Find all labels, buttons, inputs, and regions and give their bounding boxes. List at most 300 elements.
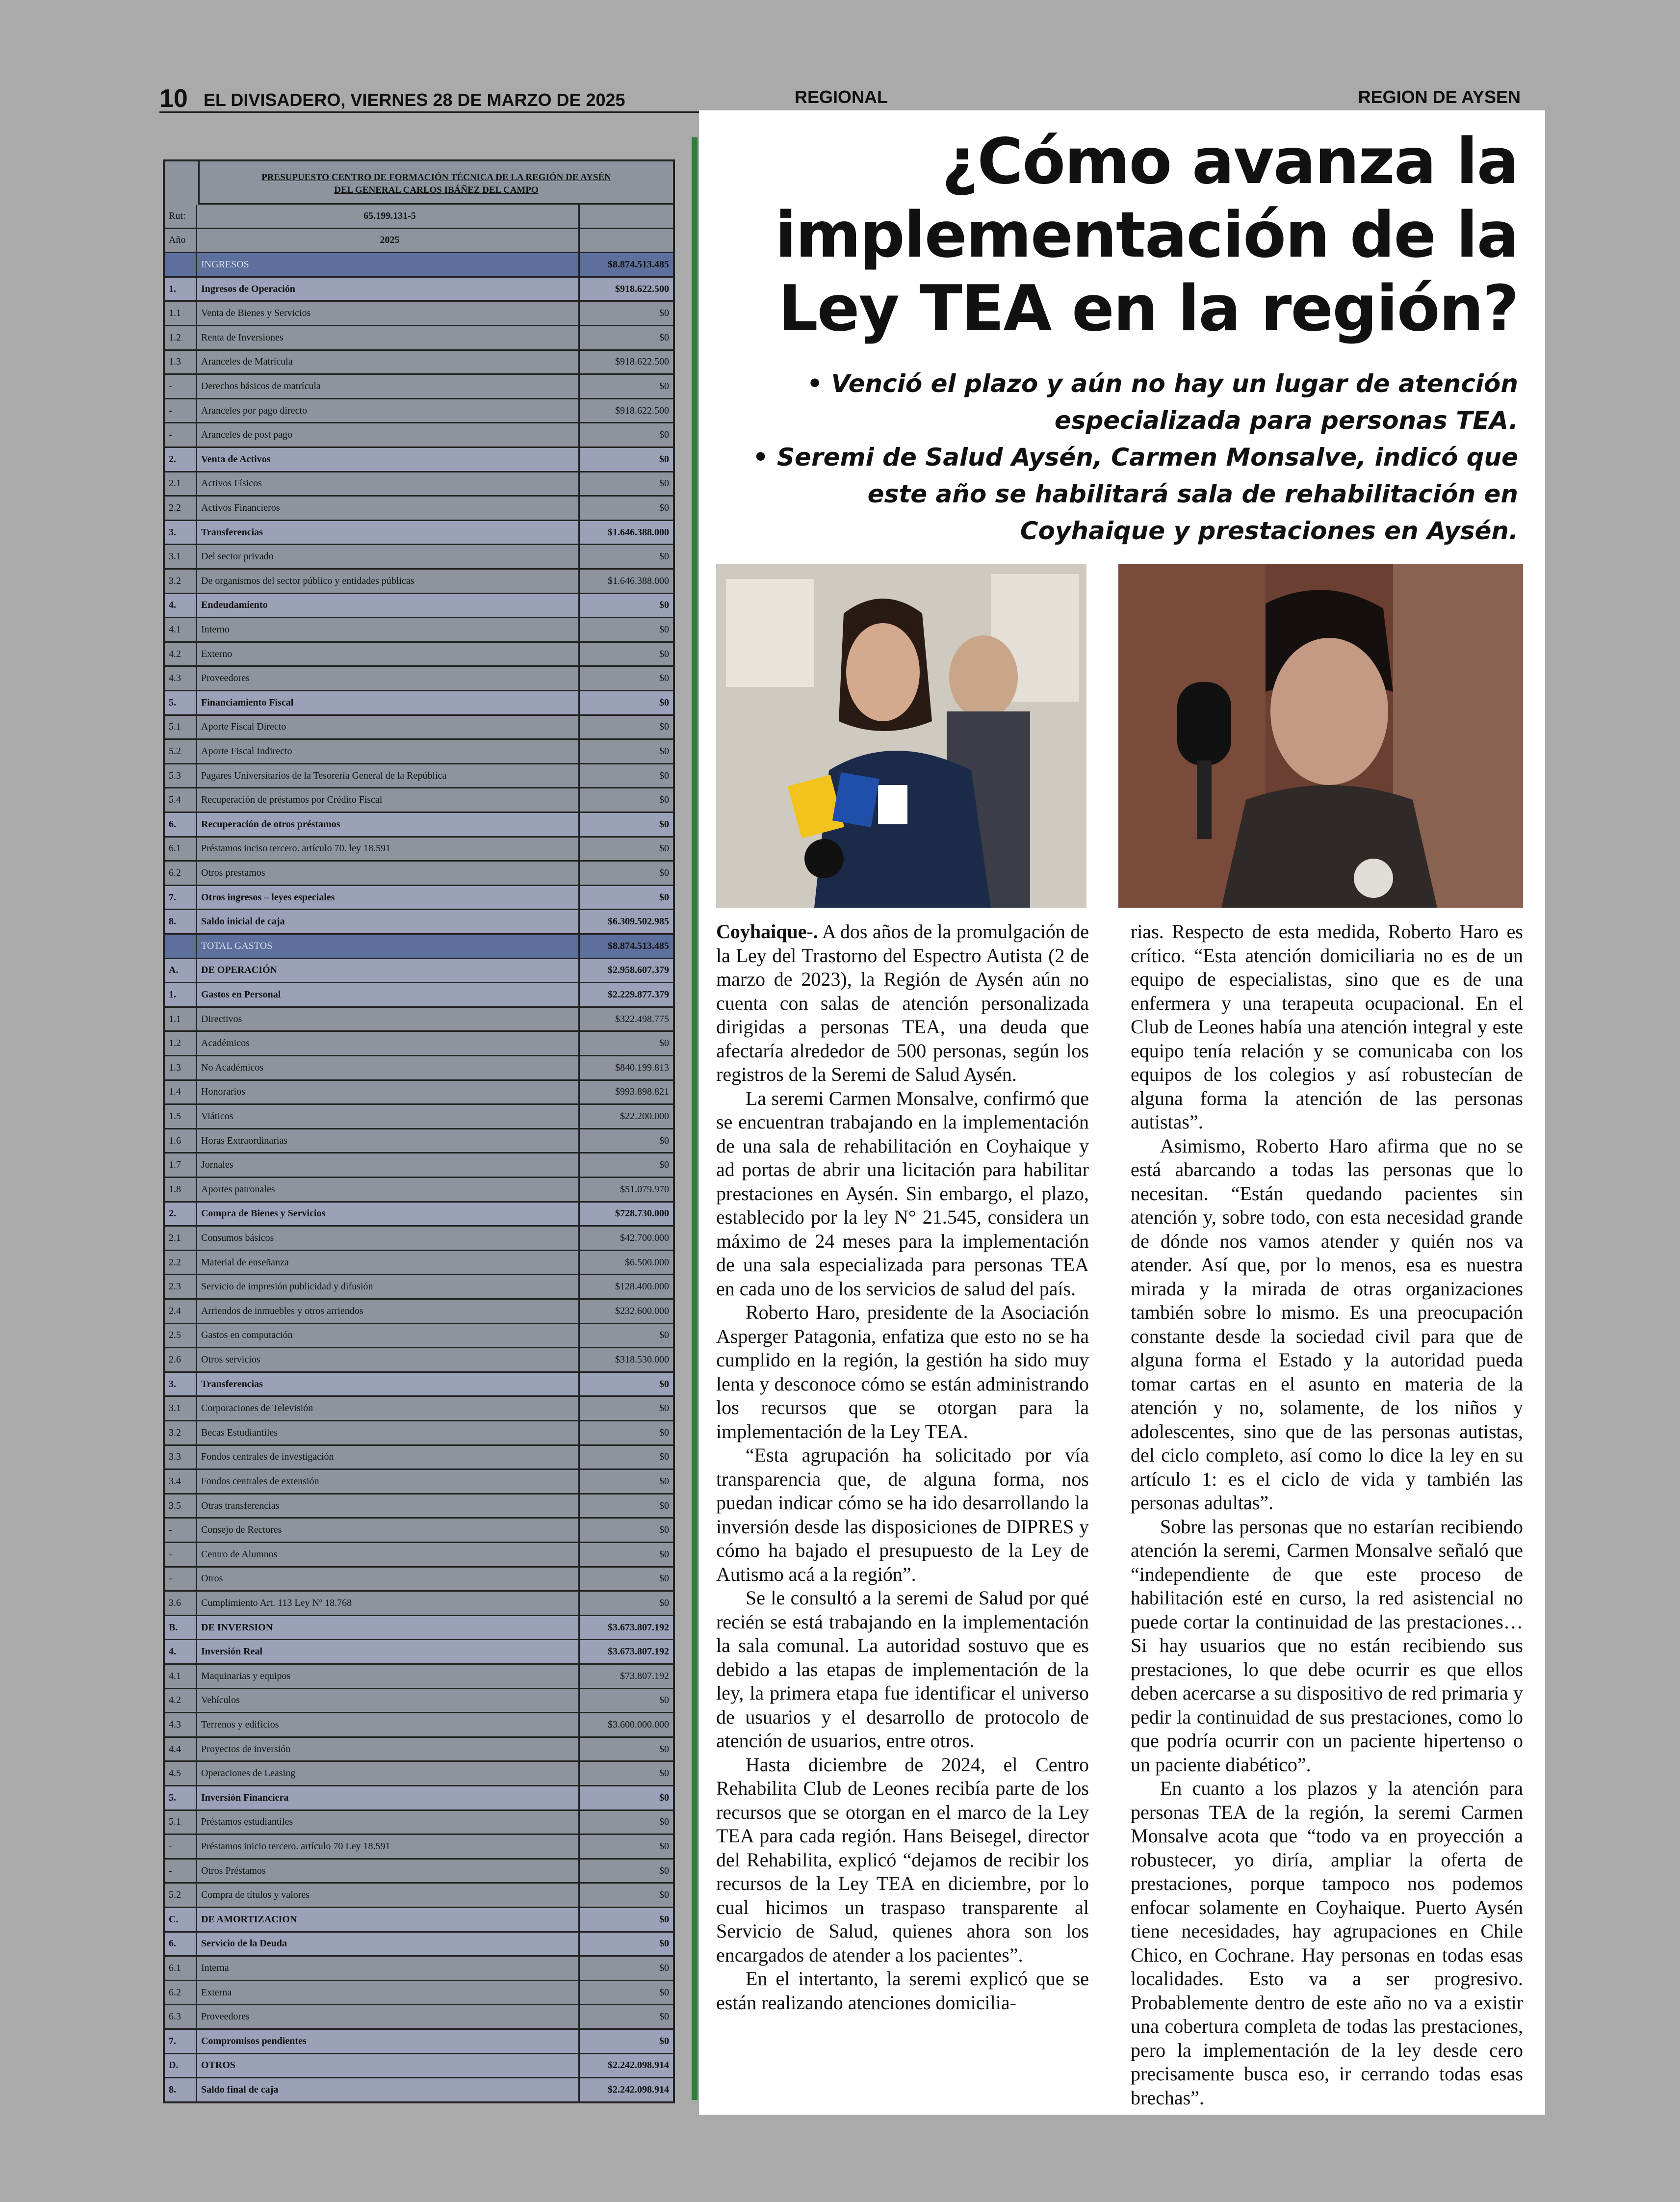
budget-row-concept: Centro de Alumnos [197,1543,580,1566]
budget-row-concept: Activos Financieros [197,497,580,520]
budget-row-concept: Jornales [197,1153,580,1177]
budget-row-number: 1.7 [165,1153,197,1177]
budget-row-number: - [165,1860,197,1883]
article [699,110,1545,2115]
budget-row-number: 3.1 [165,545,197,568]
budget-row-amount: $0 [659,697,669,708]
budget-row-number: 2. [165,1203,197,1226]
budget-table-title [198,161,673,205]
budget-row-amount: $0 [659,2035,669,2046]
budget-row [165,1933,673,1957]
budget-row-amount: $2.242.098.914 [608,2084,669,2095]
budget-row [165,910,673,935]
budget-row-amount: $0 [659,1573,669,1584]
budget-row [165,1616,673,1641]
budget-row-concept: Fondos centrales de extensión [197,1470,580,1493]
budget-row-number: 3.6 [165,1592,197,1615]
budget-row-number: 8. [165,910,197,933]
budget-row-amount: $0 [659,1865,669,1876]
budget-row-number: 4.2 [165,1689,197,1712]
budget-row-concept: Transferencias [197,1373,580,1396]
budget-row [165,1519,673,1543]
budget-row [165,497,673,521]
budget-row-number: 3. [165,1373,197,1396]
budget-row-number: 1.2 [165,326,197,349]
budget-row-amount: $0 [659,721,669,733]
budget-row-concept: Maquinarias y equipos [197,1665,580,1688]
budget-row-number: 2.4 [165,1300,197,1323]
article-paragraph: En cuanto a los plazos y la atención para personas TEA de la región, la seremi Carmen Monsalve acota que “todo va en proyección a robustecer, yo diría, ampliar la oferta de prestaciones, porque tampoco nos podemos enfocar solamente en Coyhaique. Puerto Aysén tiene necesidades, hay agrupaciones en Chile Chico, en Cochrane. Hay personas en todas esas localidades. Esto va a ser progresivo. Probablemente dentro de este año no va a existir una cobertura completa de todas las prestaciones, pero la implementación de la ley desde cero precisamente busca eso, ir cerrando todas esas brechas”. [1131,1777,1523,2109]
budget-row-amount: $0 [659,1816,669,1828]
budget-row-number: C. [165,1908,197,1931]
budget-row-number: 2.3 [165,1275,197,1298]
budget-row-number: - [165,375,197,398]
budget-row-concept: Recuperación de otros préstamos [197,813,580,836]
budget-row-concept: Proveedores [197,667,580,690]
budget-row-amount: $0 [659,1403,669,1414]
budget-row [165,1713,673,1738]
budget-row [165,570,673,594]
budget-row [165,351,673,375]
budget-row-number: 5.3 [165,764,197,787]
budget-row-number: 1.3 [165,351,197,374]
budget-row-number: 3.5 [165,1494,197,1518]
budget-row [165,1203,673,1227]
budget-row-number: 5. [165,691,197,714]
budget-row-amount: $0 [659,1159,669,1171]
budget-row-concept: Otros servicios [197,1348,580,1371]
budget-row-amount: $993.898.821 [615,1086,669,1098]
budget-row-number: Año [165,229,197,252]
budget-row-concept: Recuperación de préstamos por Crédito Fiscal [197,788,580,812]
budget-row [165,1568,673,1592]
budget-row-number: - [165,399,197,422]
budget-row-number: 8. [165,2078,197,2101]
budget-row [165,691,673,716]
budget-row [165,2005,673,2030]
budget-row-concept: Aranceles de post pago [197,423,580,446]
budget-row-amount: $1.646.388.000 [608,526,669,538]
budget-table [163,159,675,2103]
article-paragraph: La seremi Carmen Monsalve, confirmó que se encuentran trabajando en la implementación de una sala de rehabilitación en Coyhaique y ad portas de abrir una licitación para habilitar prestaciones en Aysén. Sin embargo, el plazo, establecido por la ley N° 21.545, considera un máximo de 24 meses para la implementación de una sala especializada para personas TEA en cada uno de los servicios de salud del país. [716,1087,1089,1300]
budget-row [165,1786,673,1811]
article-dateline: Coyhaique-. [716,920,818,943]
budget-row-concept: Inversión Financiera [197,1786,580,1809]
budget-row-number: 1.8 [165,1178,197,1201]
budget-row-concept: Interno [197,618,580,641]
budget-row-amount: $3.600.000.000 [608,1719,669,1730]
budget-row [165,1640,673,1665]
budget-row-amount: $6.500.000 [625,1257,669,1268]
budget-row-amount: $0 [659,843,669,854]
budget-row-number: - [165,1568,197,1591]
budget-row-concept: Externo [197,643,580,666]
budget-row-amount: $232.600.000 [615,1305,669,1316]
budget-row-number: 6.1 [165,1957,197,1980]
budget-row-number: 3.2 [165,570,197,593]
budget-row-number: 3.1 [165,1397,197,1420]
budget-row [165,2054,673,2079]
budget-row [165,1908,673,1933]
budget-row-concept: Financiamiento Fiscal [197,691,580,714]
budget-row-number: 4. [165,1640,197,1663]
budget-row-number: 5.4 [165,788,197,812]
budget-row [165,1957,673,1981]
budget-row-amount: $728.730.000 [615,1208,669,1219]
budget-row [165,1981,673,2006]
budget-row-amount: $2.242.098.914 [608,2060,669,2071]
budget-table-rows [165,205,673,2101]
budget-row-amount: $0 [659,1914,669,1925]
budget-row-amount: $0 [659,648,669,659]
budget-row-concept: Aranceles por pago directo [197,399,580,422]
budget-row-number: 2.5 [165,1324,197,1347]
budget-row-number: 5.2 [165,1884,197,1907]
article-paragraph: En el intertanto, la seremi explicó que se están realizando atenciones domicilia- [716,1967,1089,2014]
budget-row-number: 7. [165,886,197,909]
budget-row [165,886,673,911]
budget-row-concept: Compromisos pendientes [197,2030,580,2053]
budget-row [165,959,673,984]
photo-seremi-with-microphones [716,564,1086,908]
budget-row-number: 4.5 [165,1762,197,1785]
budget-row [165,618,673,643]
article-paragraph: Asimismo, Roberto Haro afirma que no se está abarcando a todas las personas que lo necesitan. “Están quedando pacientes sin atención y, sobre todo, con esta necesidad grande de dónde nos vamos atender y quién nos va atender. Así que, por lo menos, esa es nuestra mirada y la mirada de otras organizaciones también sobre lo mismo. Es una preocupación constante desde la sociedad civil para que de alguna forma el Estado y la autoridad pueda tomar cartas en el asunto en materia de la atención y no, solamente, de los niños y adolescentes, sino que de las personas autistas, del ciclo completo, así como lo dice la ley en su artículo 1: es el ciclo de vida y también las personas adultas”. [1131,1134,1523,1514]
budget-row [165,1665,673,1689]
budget-row-concept: Préstamos inicio tercero. artículo 70 Ley 18.591 [197,1835,580,1858]
budget-row-amount [580,229,673,252]
budget-row-amount: $0 [659,1451,669,1463]
subhead-2: • Seremi de Salud Aysén, Carmen Monsalve, indicó que este año se habilitará sala de rehabilitación en Coyhaique y prestaciones en Aysén. [752,443,1518,545]
budget-row [165,1835,673,1860]
budget-row-concept: Gastos en computación [197,1324,580,1347]
budget-row-amount: $0 [659,1597,669,1608]
budget-row [165,740,673,764]
budget-row-amount: $0 [659,2011,669,2022]
budget-row-amount: $6.309.502.985 [608,916,669,927]
budget-row-concept: Directivos [197,1008,580,1031]
budget-row-number: 3.3 [165,1446,197,1469]
budget-row-amount: $2.958.607.379 [608,965,669,976]
budget-row-concept: OTROS [197,2054,580,2077]
article-paragraph: Hasta diciembre de 2024, el Centro Rehabilita Club de Leones recibía parte de los recursos que se otorgan en el marco de la Ley TEA para cada región. Hans Beisegel, director del Rehabilita, explicó “dejamos de recibir los recursos de la Ley TEA en diciembre, por lo cual hicimos un traspaso transparente al Servicio de Salud, quienes ahora son los encargados de atender a los pacientes”. [716,1753,1089,1966]
budget-row-amount: $2.229.877.379 [608,989,669,1000]
budget-row-concept: Otras transferencias [197,1494,580,1518]
budget-row [165,1178,673,1203]
photo-haro-illustration [1118,564,1523,908]
budget-row-amount: $318.530.000 [615,1354,669,1365]
budget-row-concept: Honorarios [197,1081,580,1104]
budget-row [165,326,673,351]
budget-row-amount: $0 [659,1330,669,1341]
budget-row [165,448,673,472]
photo-seremi-illustration [716,564,1086,908]
budget-row-concept: DE AMORTIZACION [197,1908,580,1931]
budget-row-amount: $0 [659,673,669,684]
budget-row [165,1105,673,1129]
budget-row-concept: Fondos centrales de investigación [197,1446,580,1469]
budget-row-concept: INGRESOS [197,253,580,276]
budget-row-number: 6.1 [165,838,197,861]
budget-row [165,1543,673,1568]
budget-row-number: 3.2 [165,1421,197,1444]
budget-row-concept: Externa [197,1981,580,2004]
budget-row [165,1008,673,1032]
budget-row-amount: $918.622.500 [615,283,669,294]
budget-row-concept: Arriendos de inmuebles y otros arriendos [197,1300,580,1323]
budget-row [165,1860,673,1884]
region-name: REGION DE AYSEN [1358,87,1521,107]
budget-row-concept: Interna [197,1957,580,1980]
budget-row-number: 4.1 [165,1665,197,1688]
budget-row-concept: 2025 [197,229,580,252]
budget-row [165,1689,673,1714]
budget-row [165,1275,673,1300]
budget-row-amount: $0 [659,1548,669,1560]
budget-row-concept: Derechos básicos de matrícula [197,375,580,398]
budget-row [165,1324,673,1349]
budget-row-amount [580,205,673,228]
article-column-2 [1131,920,1523,2110]
budget-row-concept: Servicio de impresión publicidad y difusión [197,1275,580,1298]
article-paragraph: rias. Respecto de esta medida, Roberto Haro es crítico. “Esta atención domiciliaria no es de un equipo de especialistas, sino que es de una enfermera y una terapeuta ocupacional. En el Club de Leones había una atención integral y este equipo tenía relación y se comunicaba con los equipos de los colegios y así robustecían de alguna forma la atención de las personas autistas”. [1131,920,1523,1133]
budget-row-number: 2.6 [165,1348,197,1371]
article-paragraph: Roberto Haro, presidente de la Asociación Asperger Patagonia, enfatiza que esto no se ha cumplido en la región, la gestión ha sido muy lenta y desconoce cómo se están administrando los recursos que se otorgan para la implementación de la Ley TEA. [716,1301,1089,1442]
page-number: 10 [159,84,188,113]
budget-row-number [165,935,197,958]
budget-row-number: 3.4 [165,1470,197,1493]
budget-row-concept: Transferencias [197,521,580,544]
budget-row-concept: Pagares Universitarios de la Tesorería General de la República [197,764,580,787]
budget-row [165,278,673,302]
budget-row-number: 4.1 [165,618,197,641]
budget-row-concept: Otros Préstamos [197,1860,580,1883]
budget-row-amount: $0 [659,1987,669,1998]
newspaper-dateline: EL DIVISADERO, VIERNES 28 DE MARZO DE 2025 [204,90,625,110]
budget-row [165,983,673,1008]
budget-row [165,423,673,448]
budget-row-concept: Compra de Bienes y Servicios [197,1203,580,1226]
budget-row-amount: $0 [659,1889,669,1901]
budget-row-concept: Saldo final de caja [197,2078,580,2101]
budget-row-number: - [165,423,197,446]
budget-row-amount: $0 [659,891,669,903]
budget-row-number: 4.3 [165,667,197,690]
budget-row-concept: DE INVERSION [197,1616,580,1639]
budget-row-concept: De organismos del sector público y entidades públicas [197,570,580,593]
budget-row-amount: $0 [659,429,669,441]
budget-row-concept: Otros prestamos [197,862,580,885]
budget-row-concept: Aranceles de Matrícula [197,351,580,374]
budget-row [165,1348,673,1373]
budget-row [165,1373,673,1397]
budget-row-number: 1. [165,278,197,301]
article-paragraph: “Esta agrupación ha solicitado por vía transparencia que, de alguna forma, nos puedan indicar cómo se ha ido desarrollando la inversión desde las disposiciones de DIPRES y cómo ha bajado el presupuesto de la Ley de Autismo acá a la región”. [716,1444,1089,1585]
budget-title-line2: DEL GENERAL CARLOS IBÁÑEZ DEL CAMPO [334,185,539,195]
budget-row-amount: $8.874.513.485 [608,940,669,951]
section-name: REGIONAL [795,87,888,107]
budget-row-concept: Servicio de la Deuda [197,1933,580,1956]
budget-row-number: 1.6 [165,1129,197,1153]
budget-row-amount: $840.199.813 [615,1062,669,1073]
budget-row-concept: Académicos [197,1032,580,1055]
budget-row-concept: Préstamos estudiantiles [197,1811,580,1834]
budget-row-amount: $0 [659,770,669,781]
budget-row-number: 2.1 [165,1227,197,1250]
budget-row-number: 4.4 [165,1738,197,1761]
budget-row-amount: $0 [659,1475,669,1487]
budget-row-amount: $0 [659,551,669,562]
subheadline [724,366,1518,550]
subhead-1: • Venció el plazo y aún no hay un lugar de atención especializada para personas TEA. [807,369,1518,435]
budget-row [165,229,673,254]
budget-row-number: D. [165,2054,197,2077]
budget-row-amount: $3.673.807.192 [608,1646,669,1657]
budget-row-number: 2.2 [165,497,197,520]
budget-row-amount: $0 [659,1378,669,1389]
budget-row [165,302,673,326]
budget-row-number: 1.1 [165,1008,197,1031]
budget-row [165,1470,673,1494]
budget-row-amount: $0 [659,794,669,806]
budget-row-amount: $0 [659,1792,669,1803]
budget-title-line1: PRESUPUESTO CENTRO DE FORMACIÓN TÉCNICA DE LA REGIÓN DE AYSÉN [261,172,611,183]
budget-row-amount: $0 [659,332,669,343]
budget-row-amount: $918.622.500 [615,405,669,416]
budget-row-number: 1.1 [165,302,197,325]
budget-row [165,667,673,691]
budget-row-amount: $0 [659,1768,669,1779]
budget-row-concept: Cumplimiento Art. 113 Ley Nº 18.768 [197,1592,580,1615]
budget-row-amount: $0 [659,308,669,319]
article-paragraph-text: A dos años de la promulgación de la Ley del Trastorno del Espectro Autista (2 de marzo de 2023), la Región de Aysén aún no cuenta con salas de atención personalizada dirigidas a personas TEA, una deuda que afectaría alrededor de 500 personas, según los registros de la Seremi de Salud Aysén. [716,920,1089,1085]
budget-row [165,1227,673,1251]
budget-row [165,1056,673,1081]
budget-row-concept: Terrenos y edificios [197,1713,580,1736]
budget-row-amount: $0 [659,1938,669,1949]
budget-row-number: 5.1 [165,1811,197,1834]
budget-row [165,1884,673,1908]
budget-row-concept: Ingresos de Operación [197,278,580,301]
budget-row-concept: Consejo de Rectores [197,1519,580,1542]
budget-row-number: 6.2 [165,1981,197,2004]
budget-row [165,1592,673,1616]
budget-row [165,813,673,838]
budget-row-amount: $0 [659,1840,669,1852]
budget-row [165,1811,673,1835]
budget-row-amount: $3.673.807.192 [608,1622,669,1633]
budget-row [165,253,673,278]
budget-row-amount: $0 [659,502,669,513]
budget-row-number: 3. [165,521,197,544]
budget-row [165,1494,673,1519]
budget-row [165,594,673,619]
article-column-1 [716,920,1089,2015]
budget-row-number: 1.2 [165,1032,197,1055]
budget-row-number: Rut: [165,205,197,228]
budget-row [165,716,673,740]
budget-row-concept: Operaciones de Leasing [197,1762,580,1785]
budget-row-amount: $0 [659,1038,669,1049]
budget-row-amount: $0 [659,380,669,392]
budget-row-concept: TOTAL GASTOS [197,935,580,958]
budget-row [165,472,673,497]
budget-row-concept: Inversión Real [197,1640,580,1663]
budget-row [165,1251,673,1276]
budget-row [165,521,673,546]
budget-row-amount: $918.622.500 [615,356,669,367]
budget-row [165,205,673,229]
budget-row-amount: $0 [659,478,669,489]
budget-row [165,838,673,862]
budget-row-number: 5. [165,1786,197,1809]
budget-row-amount: $73.807.192 [620,1670,669,1681]
budget-row-concept: Saldo inicial de caja [197,910,580,933]
budget-row-number: 1. [165,983,197,1006]
budget-row-number: 1.3 [165,1056,197,1079]
budget-row-amount: $0 [659,600,669,611]
budget-row [165,643,673,667]
budget-row [165,2078,673,2103]
budget-row-concept: Proveedores [197,2005,580,2028]
budget-row-concept: Endeudamiento [197,594,580,617]
budget-row [165,1738,673,1762]
budget-row-number: 5.1 [165,716,197,739]
budget-row-concept: Gastos en Personal [197,983,580,1006]
budget-row-amount: $128.400.000 [615,1281,669,1292]
budget-row-amount: $8.874.513.485 [608,259,669,270]
budget-row [165,1397,673,1421]
budget-row-number: 4.3 [165,1713,197,1736]
budget-row-concept: Material de enseñanza [197,1251,580,1274]
budget-row-concept: Consumos básicos [197,1227,580,1250]
budget-row-amount: $322.498.775 [615,1013,669,1024]
budget-row-number: - [165,1543,197,1566]
budget-row-amount: $0 [659,453,669,465]
budget-row [165,764,673,789]
budget-row-amount: $0 [659,1962,669,1973]
budget-row-amount: $51.079.970 [620,1183,669,1195]
page-header [159,81,1521,113]
budget-row-concept: Del sector privado [197,545,580,568]
budget-row-amount: $0 [659,1524,669,1536]
budget-row [165,1032,673,1056]
budget-row-amount: $0 [659,818,669,830]
budget-row-concept: Renta de Inversiones [197,326,580,349]
budget-row-number: 2.2 [165,1251,197,1274]
budget-row [165,1081,673,1105]
budget-row [165,1153,673,1178]
budget-row-amount: $42.700.000 [620,1232,669,1243]
budget-row-concept: Aporte Fiscal Indirecto [197,740,580,763]
budget-row [165,788,673,813]
headline: ¿Cómo avanza la implementación de la Ley TEA en la región? [775,125,1518,345]
budget-row-amount: $0 [659,1135,669,1146]
budget-row [165,375,673,399]
budget-row-concept: Otros [197,1568,580,1591]
budget-row [165,2030,673,2054]
budget-row [165,862,673,886]
budget-row-amount: $0 [659,624,669,635]
budget-row-number: 1.5 [165,1105,197,1128]
budget-row-number: 2. [165,448,197,471]
budget-row-amount: $0 [659,1500,669,1511]
budget-row-concept: Corporaciones de Televisión [197,1397,580,1420]
budget-row-number: 4.2 [165,643,197,666]
budget-row-concept: Activos Físicos [197,472,580,496]
budget-row-concept: Otros ingresos – leyes especiales [197,886,580,909]
budget-row-amount: $0 [659,1695,669,1706]
